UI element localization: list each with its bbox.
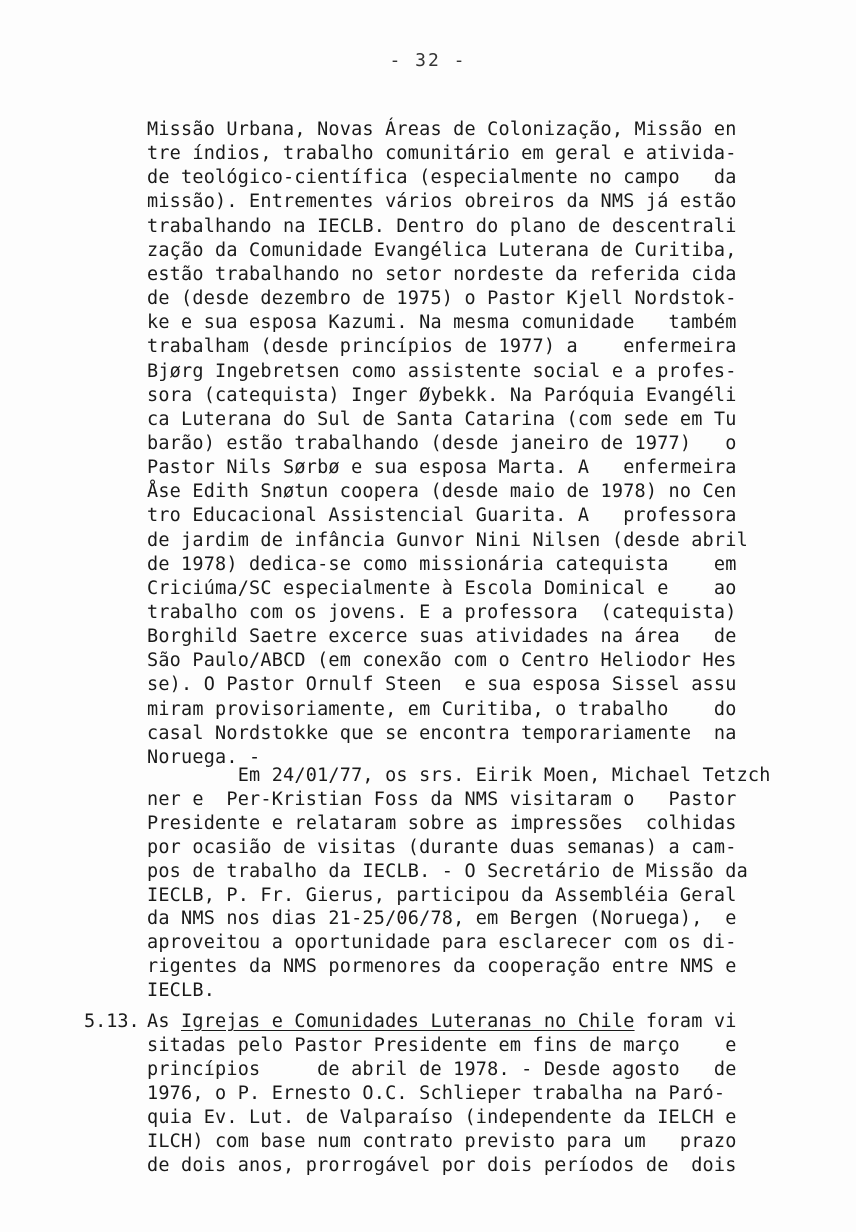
- paragraph-1-line: de teológico-científica (especialmente no campo da: [147, 167, 737, 189]
- paragraph-2-line: IECLB.: [147, 980, 216, 1002]
- paragraph-1-line: miram provisoriamente, em Curitiba, o trabalho do: [147, 698, 737, 720]
- section-5-13-line: 1976, o P. Ernesto O.C. Schlieper trabalha na Paró-: [147, 1082, 726, 1104]
- section-5-13-line: sitadas pelo Pastor Presidente em fins de março e: [147, 1035, 737, 1056]
- paragraph-1-line: ca Luterana do Sul de Santa Catarina (com sede em Tu: [147, 408, 737, 430]
- paragraph-1-line: se). O Pastor Ornulf Steen e sua esposa Sissel assu: [147, 674, 737, 696]
- paragraph-1-line: zação da Comunidade Evangélica Luterana de Curitiba,: [147, 239, 737, 261]
- section-lead-tail: foram vi: [634, 1011, 737, 1032]
- section-number: 5.13.: [84, 1011, 140, 1032]
- paragraph-2-line: Em 24/01/77, os srs. Eirik Moen, Michael Tetzch: [147, 765, 771, 786]
- paragraph-1-line: trabalham (desde princípios de 1977) a enfermeira: [147, 336, 737, 358]
- paragraph-1-line: tro Educacional Assistencial Guarita. A professora: [147, 505, 737, 527]
- section-title-underlined: Igrejas e Comunidades Luteranas no Chile: [181, 1011, 635, 1032]
- paragraph-1-line: de jardim de infância Gunvor Nini Nilsen (desde abril: [147, 529, 748, 551]
- paragraph-1-line: sora (catequista) Inger Øybekk. Na Paróquia Evangéli: [147, 384, 737, 406]
- paragraph-1-line: de 1978) dedica-se como missionária catequista em: [147, 553, 737, 575]
- section-lead: As: [147, 1011, 182, 1032]
- paragraph-1-line: ke e sua esposa Kazumi. Na mesma comunidade também: [147, 312, 737, 334]
- paragraph-1-line: Criciúma/SC especialmente à Escola Dominical e ao: [147, 577, 737, 599]
- paragraph-1-line: Noruega. -: [147, 746, 261, 768]
- paragraph-1-line: casal Nordstokke que se encontra temporariamente na: [147, 722, 737, 744]
- paragraph-2-line: rigentes da NMS pormenores da cooperação entre NMS e: [147, 956, 737, 978]
- page-number: - 32 -: [389, 50, 467, 71]
- paragraph-1-line: Borghild Saetre excerce suas atividades na área de: [147, 626, 737, 648]
- paragraph-2-line: ner e Per-Kristian Foss da NMS visitaram o Pastor: [147, 788, 737, 810]
- paragraph-1-line: Åse Edith Snøtun coopera (desde maio de 1978) no Cen: [147, 481, 737, 503]
- paragraph-1-line: trabalhando na IECLB. Dentro do plano de descentrali: [147, 215, 737, 237]
- section-5-13-line: quia Ev. Lut. de Valparaíso (independente da IELCH e: [147, 1106, 737, 1128]
- paragraph-2-line: Presidente e relataram sobre as impressões colhidas: [147, 812, 737, 834]
- section-5-13-line: ILCH) com base num contrato previsto para um prazo: [147, 1130, 737, 1152]
- paragraph-1-line: de (desde dezembro de 1975) o Pastor Kjell Nordstok-: [147, 288, 737, 310]
- paragraph-2-line: pos de trabalho da IECLB. - O Secretário de Missão da: [147, 860, 748, 882]
- paragraph-2-line: da NMS nos dias 21-25/06/78, em Bergen (Noruega), e: [147, 908, 737, 930]
- paragraph-1-line: trabalho com os jovens. E a professora (catequista): [147, 602, 737, 623]
- paragraph-2-line: aproveitou a oportunidade para esclarecer com os di-: [147, 932, 737, 954]
- paragraph-1-line: Pastor Nils Sørbø e sua esposa Marta. A enfermeira: [147, 457, 737, 479]
- paragraph-2-line: IECLB, P. Fr. Gierus, participou da Assembléia Geral: [147, 884, 737, 906]
- paragraph-1-line: Bjørg Ingebretsen como assistente social e a profes-: [147, 360, 737, 382]
- section-5-13-line: de dois anos, prorrogável por dois períodos de dois: [147, 1154, 737, 1176]
- paragraph-1-line: tre índios, trabalho comunitário em geral e ativida-: [147, 143, 737, 165]
- paragraph-1-line: estão trabalhando no setor nordeste da referida cida: [147, 263, 737, 285]
- section-heading-line: [147, 1013, 737, 1032]
- paragraph-1-line: barão) estão trabalhando (desde janeiro de 1977) o: [147, 432, 737, 454]
- section-5-13-line: princípios de abril de 1978. - Desde agosto de: [147, 1058, 737, 1080]
- paragraph-1-line: Missão Urbana, Novas Áreas de Colonização, Missão en: [147, 119, 737, 140]
- paragraph-2-line: por ocasião de visitas (durante duas semanas) a cam-: [147, 836, 737, 858]
- paragraph-1-line: São Paulo/ABCD (em conexão com o Centro Heliodor Hes: [147, 650, 737, 672]
- paragraph-1-line: missão). Entrementes vários obreiros da NMS já estão: [147, 191, 737, 213]
